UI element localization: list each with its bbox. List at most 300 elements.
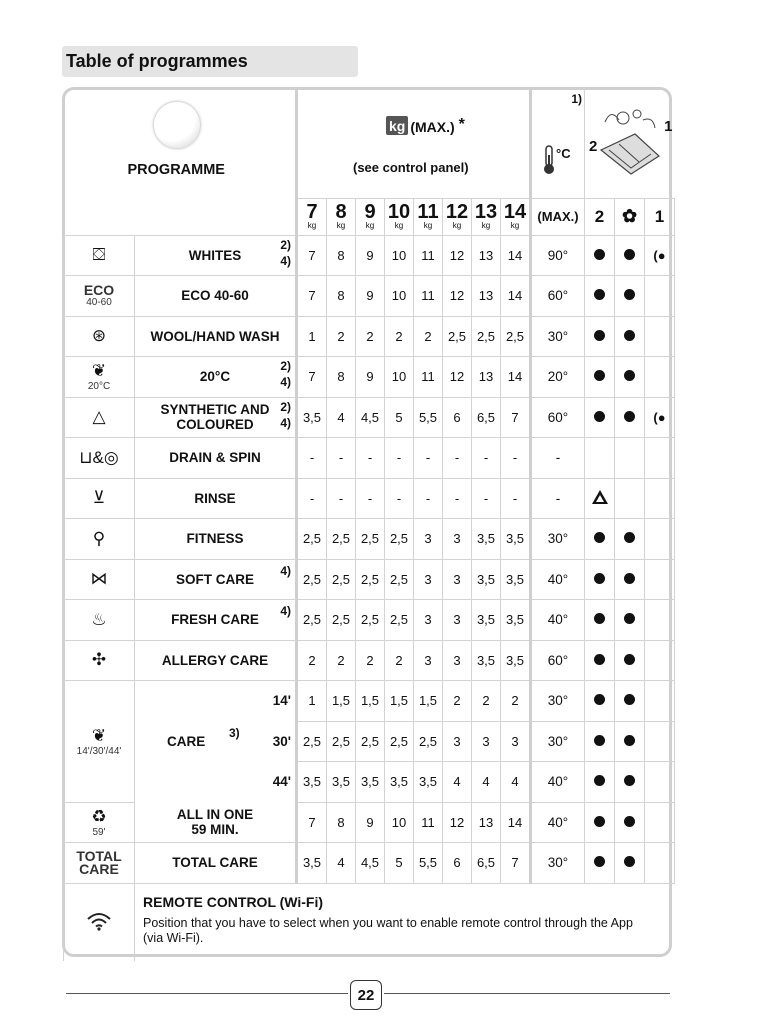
load-value-cell: - xyxy=(414,478,443,519)
load-unit: kg xyxy=(452,221,462,230)
load-value-cell: - xyxy=(443,438,472,479)
programme-name-cell xyxy=(135,357,297,398)
load-value: 12 xyxy=(445,201,469,223)
all-in-one-icon-glyph: ♻ xyxy=(91,806,107,826)
option-dot-icon xyxy=(594,694,605,705)
load-value-cell: 3 xyxy=(443,600,472,641)
load-value-cell: 4 xyxy=(443,762,472,803)
temperature-cell: 30° xyxy=(531,681,585,722)
programme-name-cell xyxy=(135,519,297,560)
load-value-cell: 12 xyxy=(443,357,472,398)
load-value-cell: 1,5 xyxy=(356,681,385,722)
programme-name: FITNESS xyxy=(186,531,244,547)
option-cell xyxy=(585,357,615,398)
load-value-cell: 1,5 xyxy=(327,681,356,722)
temperature-cell: 40° xyxy=(531,559,585,600)
load-value-cell: 11 xyxy=(414,276,443,317)
load-value-cell: 7 xyxy=(297,357,327,398)
option-cell xyxy=(585,762,615,803)
load-value-cell: 1 xyxy=(297,681,327,722)
load-value: 7 xyxy=(306,201,318,223)
load-value: 14 xyxy=(503,201,527,223)
load-column-header xyxy=(414,198,443,235)
care-times: 14'/30'/44' xyxy=(76,745,122,757)
option-cell xyxy=(615,478,645,519)
load-unit: kg xyxy=(307,221,317,230)
programme-row xyxy=(64,397,675,438)
load-value-cell: 3,5 xyxy=(297,762,327,803)
remote-control-row xyxy=(64,883,675,961)
butterfly-icon xyxy=(64,559,135,600)
programme-row xyxy=(64,316,675,357)
option-cell xyxy=(645,235,675,276)
eco-icon xyxy=(64,276,135,317)
programme-name-line2: COLOURED xyxy=(176,417,254,433)
load-value-cell: 2 xyxy=(472,681,501,722)
load-value-cell: - xyxy=(501,478,531,519)
load-value-cell: 2,5 xyxy=(297,600,327,641)
page-number: 22 xyxy=(350,980,382,1010)
option-column-header: 2 xyxy=(585,198,615,235)
load-value-cell: - xyxy=(385,478,414,519)
load-value-cell: - xyxy=(414,438,443,479)
care-name-cell xyxy=(135,762,297,803)
option-cell xyxy=(585,559,615,600)
drum-icon xyxy=(154,102,200,148)
programme-name: ALL IN ONE xyxy=(176,807,254,823)
load-value-cell: 2 xyxy=(443,681,472,722)
load-value-cell: 10 xyxy=(385,357,414,398)
synthetic-icon-glyph: △ xyxy=(92,407,106,427)
load-value-cell: 14 xyxy=(501,802,531,843)
load-value-cell: 14 xyxy=(501,276,531,317)
option-cell xyxy=(585,397,615,438)
option-cell xyxy=(615,316,645,357)
icon-text: TOTAL xyxy=(76,847,122,864)
option-cell xyxy=(645,843,675,884)
load-value-cell: 12 xyxy=(443,802,472,843)
load-value-cell: - xyxy=(385,438,414,479)
load-value-cell: 3 xyxy=(414,519,443,560)
option-cell xyxy=(615,276,645,317)
option-cell xyxy=(615,721,645,762)
temperature-max-header: (MAX.) xyxy=(531,198,585,235)
temperature-unit: °C xyxy=(556,146,571,161)
load-value-cell: 2,5 xyxy=(385,559,414,600)
load-value-cell: 4 xyxy=(327,397,356,438)
all-in-one-icon xyxy=(64,802,135,843)
wifi-glyph xyxy=(86,911,112,931)
option-cell xyxy=(645,519,675,560)
load-value-cell: 12 xyxy=(443,276,472,317)
drawer-label-2: 2 xyxy=(589,138,598,155)
drain-spin-icon xyxy=(64,438,135,479)
option-cell xyxy=(615,640,645,681)
load-value-cell: 7 xyxy=(297,802,327,843)
temperature-cell: 60° xyxy=(531,640,585,681)
load-value-cell: 3,5 xyxy=(414,762,443,803)
temperature-cell: - xyxy=(531,478,585,519)
programme-name: ECO 40-60 xyxy=(181,288,249,304)
load-value-cell: 4 xyxy=(472,762,501,803)
option-dot-icon xyxy=(594,856,605,867)
programme-name-cell xyxy=(135,600,297,641)
drain-spin-icon-glyph: ⊔&◎ xyxy=(79,447,119,467)
programme-name-cell xyxy=(135,843,297,884)
leaf-glyph: ❦ xyxy=(91,725,107,745)
rinse-icon-glyph: ⊻ xyxy=(92,488,106,508)
load-value-cell: 3 xyxy=(414,559,443,600)
option-dot-icon xyxy=(594,654,605,665)
footer-rule-right xyxy=(384,993,670,994)
programme-name-cell xyxy=(135,276,297,317)
wool-icon xyxy=(64,316,135,357)
load-value-cell: 2,5 xyxy=(443,316,472,357)
option-dot-icon xyxy=(594,775,605,786)
care-row xyxy=(64,762,675,803)
fresh-icon xyxy=(64,600,135,641)
load-value-cell: 3,5 xyxy=(327,762,356,803)
programme-name-cell xyxy=(135,802,297,843)
load-value-cell: - xyxy=(356,478,385,519)
programme-name-cell xyxy=(135,438,297,479)
load-unit: kg xyxy=(481,221,491,230)
programme-name: RINSE xyxy=(194,490,236,506)
synthetic-icon xyxy=(64,397,135,438)
programme-name: 20°C xyxy=(199,369,231,385)
care-row xyxy=(64,721,675,762)
option-cell xyxy=(645,762,675,803)
option-cell xyxy=(585,681,615,722)
programme-table xyxy=(63,90,675,961)
load-value-cell: - xyxy=(297,438,327,479)
icon-text-2: CARE xyxy=(79,860,119,877)
option-cell xyxy=(645,681,675,722)
detergent-drawer-header-cell xyxy=(585,90,675,198)
option-cell xyxy=(585,802,615,843)
option-dot-icon xyxy=(594,411,605,422)
load-value-cell: 3 xyxy=(472,721,501,762)
load-value-cell: 3,5 xyxy=(501,600,531,641)
load-value-cell: 13 xyxy=(472,802,501,843)
programme-row xyxy=(64,235,675,276)
load-value-cell: 2 xyxy=(356,316,385,357)
option-cell xyxy=(585,519,615,560)
load-value-cell: 1,5 xyxy=(385,681,414,722)
load-value-cell: 2 xyxy=(414,316,443,357)
option-cell xyxy=(615,802,645,843)
load-value: 13 xyxy=(474,201,498,223)
footnote: 2) xyxy=(280,359,291,373)
option-cell xyxy=(585,235,615,276)
wool-icon-glyph: ⊛ xyxy=(91,326,107,346)
programme-row xyxy=(64,357,675,398)
care-name: CARE xyxy=(167,733,206,749)
load-value-cell: 2,5 xyxy=(356,559,385,600)
care-time: 44' xyxy=(272,774,291,789)
programme-row xyxy=(64,559,675,600)
load-value-cell: 5,5 xyxy=(414,397,443,438)
option-cell xyxy=(585,843,615,884)
option-column-header: 1 xyxy=(645,198,675,235)
option-cell xyxy=(615,600,645,641)
triangle-icon xyxy=(592,490,608,504)
programme-name: DRAIN & SPIN xyxy=(169,450,261,466)
fitness-icon xyxy=(64,519,135,560)
care-leaf-icon xyxy=(64,681,135,803)
butterfly-icon-glyph: ⋈ xyxy=(90,569,108,589)
load-column-header xyxy=(356,198,385,235)
kg-weight-icon: kg xyxy=(386,116,408,135)
temperature-cell: 30° xyxy=(531,519,585,560)
load-value-cell: 3,5 xyxy=(472,600,501,641)
load-value-cell: 14 xyxy=(501,235,531,276)
option-cell xyxy=(645,640,675,681)
load-value-cell: 2,5 xyxy=(385,600,414,641)
option-dot-icon xyxy=(594,735,605,746)
load-value-cell: 2,5 xyxy=(297,559,327,600)
optional-prewash-mark: (● xyxy=(653,247,666,263)
load-value-cell: 3,5 xyxy=(297,397,327,438)
load-value: 8 xyxy=(335,201,347,223)
load-value-cell: 2,5 xyxy=(356,600,385,641)
wifi-icon xyxy=(64,883,135,961)
load-value-cell: 1 xyxy=(297,316,327,357)
option-cell xyxy=(645,316,675,357)
load-value-cell: 10 xyxy=(385,235,414,276)
icon-subtext: 20°C xyxy=(87,381,111,393)
option-cell xyxy=(615,843,645,884)
load-value-cell: 3,5 xyxy=(385,762,414,803)
rinse-icon xyxy=(64,478,135,519)
load-value-cell: 9 xyxy=(356,235,385,276)
care-time: 30' xyxy=(272,733,291,749)
programme-row xyxy=(64,438,675,479)
temperature-cell: 30° xyxy=(531,316,585,357)
option-dot-icon xyxy=(594,573,605,584)
load-header-cell xyxy=(297,90,531,198)
title-bar xyxy=(62,46,358,77)
load-value-cell: - xyxy=(356,438,385,479)
load-unit: kg xyxy=(394,221,404,230)
option-cell xyxy=(645,559,675,600)
footnote: 4) xyxy=(280,563,291,578)
load-value-cell: 2 xyxy=(327,316,356,357)
option-cell xyxy=(645,276,675,317)
programme-header-cell xyxy=(64,90,297,235)
load-value-cell: 3 xyxy=(443,640,472,681)
programme-row xyxy=(64,478,675,519)
load-value-cell: 4,5 xyxy=(356,843,385,884)
load-value-cell: 10 xyxy=(385,802,414,843)
option-dot-icon xyxy=(624,289,635,300)
load-value-cell: 4 xyxy=(327,843,356,884)
option-dot-icon xyxy=(624,370,635,381)
load-max-label: (MAX.) xyxy=(410,119,455,135)
load-value-cell: 2,5 xyxy=(501,316,531,357)
load-value-cell: 2,5 xyxy=(297,519,327,560)
load-value-cell: 3 xyxy=(443,721,472,762)
option-column-header: ✿ xyxy=(615,198,645,235)
load-value-cell: 11 xyxy=(414,235,443,276)
load-value-cell: 7 xyxy=(297,276,327,317)
option-dot-icon xyxy=(594,330,605,341)
option-cell xyxy=(645,478,675,519)
load-value-cell: 2,5 xyxy=(385,721,414,762)
load-value-cell: 2 xyxy=(501,681,531,722)
load-value-cell: 4 xyxy=(501,762,531,803)
option-dot-icon xyxy=(594,249,605,260)
option-cell xyxy=(585,600,615,641)
option-dot-icon xyxy=(594,532,605,543)
option-dot-icon xyxy=(624,613,635,624)
temperature-cell: 60° xyxy=(531,276,585,317)
option-cell xyxy=(645,600,675,641)
programme-name: FRESH CARE xyxy=(171,612,259,628)
load-value-cell: - xyxy=(443,478,472,519)
icon-subtext: 59' xyxy=(92,826,106,838)
load-value-cell: 2,5 xyxy=(356,519,385,560)
load-value-cell: 2 xyxy=(297,640,327,681)
option-dot-icon xyxy=(624,573,635,584)
load-value-cell: 2,5 xyxy=(327,559,356,600)
footnote: 2) xyxy=(280,237,291,252)
remote-control-title: REMOTE CONTROL (Wi-Fi) xyxy=(143,893,324,910)
load-unit: kg xyxy=(423,221,433,230)
programme-name-cell xyxy=(135,397,297,438)
load-value-cell: 4,5 xyxy=(356,397,385,438)
load-value-cell: 13 xyxy=(472,235,501,276)
load-value-cell: 9 xyxy=(356,802,385,843)
care-name-cell xyxy=(135,721,297,762)
load-value-cell: 3,5 xyxy=(356,762,385,803)
load-value-cell: 3,5 xyxy=(501,519,531,560)
load-value-cell: 10 xyxy=(385,276,414,317)
load-value-cell: 2,5 xyxy=(297,721,327,762)
option-dot-icon xyxy=(624,654,635,665)
load-value-cell: 13 xyxy=(472,357,501,398)
load-value-cell: 3,5 xyxy=(472,640,501,681)
option-cell xyxy=(615,762,645,803)
load-asterisk: * xyxy=(458,116,465,133)
load-value-cell: 2,5 xyxy=(327,519,356,560)
option-cell xyxy=(645,802,675,843)
programme-name-cell xyxy=(135,235,297,276)
fresh-icon-glyph: ♨ xyxy=(91,609,107,629)
temperature-cell: 40° xyxy=(531,802,585,843)
icon-text: ECO xyxy=(83,281,115,298)
programme-name-line2: 59 MIN. xyxy=(191,822,239,838)
load-value-cell: 8 xyxy=(327,276,356,317)
load-note: (see control panel) xyxy=(353,160,469,175)
temperature-cell: - xyxy=(531,438,585,479)
option-cell xyxy=(585,276,615,317)
thermometer-icon xyxy=(542,145,556,175)
load-value-cell: 2 xyxy=(385,640,414,681)
load-value-cell: 8 xyxy=(327,357,356,398)
option-dot-icon xyxy=(594,613,605,624)
load-value-cell: 7 xyxy=(297,235,327,276)
care-name-cell xyxy=(135,681,297,722)
option-cell xyxy=(585,721,615,762)
footnote-2: 4) xyxy=(280,253,291,268)
programme-name-cell xyxy=(135,640,297,681)
load-unit: kg xyxy=(336,221,346,230)
allergy-icon xyxy=(64,640,135,681)
load-value-cell: 13 xyxy=(472,276,501,317)
load-value-cell: 2,5 xyxy=(327,600,356,641)
load-value-cell: 6,5 xyxy=(472,843,501,884)
load-value-cell: 2,5 xyxy=(327,721,356,762)
load-value-cell: 2 xyxy=(385,316,414,357)
load-value: 11 xyxy=(417,201,439,223)
temperature-header-cell xyxy=(531,90,585,198)
option-cell xyxy=(645,397,675,438)
footnote: 4) xyxy=(280,604,291,618)
allergy-icon-glyph: ✣ xyxy=(91,650,107,670)
option-cell xyxy=(615,397,645,438)
icon-subtext: 40-60 xyxy=(86,296,112,308)
option-dot-icon xyxy=(624,532,635,543)
load-value-cell: - xyxy=(327,438,356,479)
programme-name: ALLERGY CARE xyxy=(161,652,269,668)
load-value-cell: 3,5 xyxy=(472,559,501,600)
load-value-cell: 9 xyxy=(356,276,385,317)
detergent-drawer-icon xyxy=(595,104,665,182)
footnote-2: 4) xyxy=(280,375,291,389)
load-value-cell: 12 xyxy=(443,235,472,276)
drawer-label-1: 1 xyxy=(664,118,673,135)
programme-name: WOOL/HAND WASH xyxy=(150,328,280,344)
option-cell xyxy=(585,438,615,479)
option-cell xyxy=(645,438,675,479)
programme-row xyxy=(64,519,675,560)
temperature-cell: 20° xyxy=(531,357,585,398)
option-cell xyxy=(615,519,645,560)
option-dot-icon xyxy=(624,856,635,867)
programme-name: WHITES xyxy=(188,247,242,263)
footer-rule-left xyxy=(66,993,348,994)
load-value-cell: 3,5 xyxy=(297,843,327,884)
load-value-cell: 3 xyxy=(501,721,531,762)
temperature-cell: 90° xyxy=(531,235,585,276)
footnote-2: 4) xyxy=(280,415,291,430)
load-column-header xyxy=(443,198,472,235)
option-cell xyxy=(585,478,615,519)
temperature-cell: 60° xyxy=(531,397,585,438)
option-cell xyxy=(645,721,675,762)
load-value: 9 xyxy=(364,201,376,223)
load-column-header xyxy=(472,198,501,235)
page-title: Table of programmes xyxy=(66,51,248,71)
load-column-header xyxy=(385,198,414,235)
temperature-cell: 30° xyxy=(531,843,585,884)
programme-label: PROGRAMME xyxy=(127,162,225,178)
care-time: 14' xyxy=(272,693,291,708)
option-dot-icon xyxy=(624,249,635,260)
load-value-cell: 6 xyxy=(443,843,472,884)
option-dot-icon xyxy=(624,694,635,705)
leaf-20-icon-glyph: ❦ xyxy=(91,361,107,381)
load-value-cell: 2 xyxy=(356,640,385,681)
load-value-cell: 1,5 xyxy=(414,681,443,722)
option-dot-icon xyxy=(624,816,635,827)
load-value-cell: 7 xyxy=(501,843,531,884)
programme-name: SOFT CARE xyxy=(175,571,254,587)
load-value-cell: 5 xyxy=(385,397,414,438)
load-value-cell: 5 xyxy=(385,843,414,884)
option-dot-icon xyxy=(624,411,635,422)
